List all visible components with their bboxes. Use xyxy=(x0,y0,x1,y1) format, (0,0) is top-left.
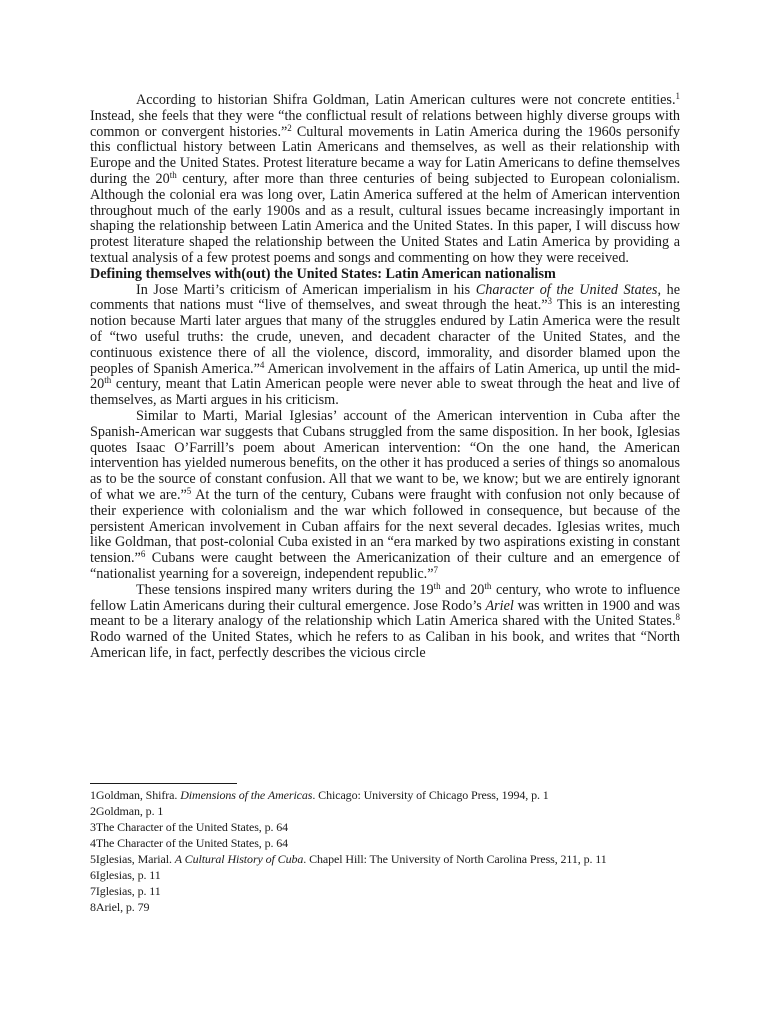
text-run: Goldman, p. 1 xyxy=(95,804,164,818)
footnote-number: 7 xyxy=(90,884,96,898)
text-run: In Jose Marti’s criticism of American imperialism in his xyxy=(136,281,476,298)
superscript: th xyxy=(433,580,441,591)
superscript: th xyxy=(484,580,492,591)
superscript: 3 xyxy=(547,296,553,307)
superscript: 7 xyxy=(433,564,439,575)
text-run: Instead, she feels that they were “the conflictual result of relations between highly diverse groups with common or convergent histories.” xyxy=(90,107,680,140)
text-run: This is an interesting notion because Marti later argues that many of the struggles endured by Latin America were the result of “two useful truths: the crude, uneven, and decadent character of the United States, and the continuous existence there of all the violence, discord, immorality, and disorder blamed upon the peoples of Spanish America.” xyxy=(90,297,680,377)
footnote xyxy=(90,899,710,915)
superscript: 1 xyxy=(675,91,680,101)
footnote-number: 4 xyxy=(90,836,96,850)
text-run: Iglesias, p. 11 xyxy=(95,868,161,882)
text-run: The Character of the United States, p. 64 xyxy=(95,820,289,834)
text-run: According to historian Shifra Goldman, Latin American cultures were not concrete entities. xyxy=(136,92,676,108)
footnote-number: 3 xyxy=(90,820,96,834)
body-paragraph xyxy=(90,93,680,267)
superscript: 6 xyxy=(140,549,146,560)
footnote-number: 5 xyxy=(90,852,96,866)
footnote xyxy=(90,787,710,803)
footnote xyxy=(90,883,710,899)
footnote xyxy=(90,851,710,867)
superscript: 8 xyxy=(675,612,680,623)
text-run: Rodo warned of the United States, which he refers to as Caliban in his book, and writes that “North American life, in fact, perfectly describes the vicious circle xyxy=(90,629,680,661)
italic-title: A Cultural History of Cuba xyxy=(174,852,304,866)
text-run: Similar to Marti, Marial Iglesias’ account of the American intervention in Cuba after the Spanish-American war suggests that Cubans struggled from the same disposition. In her book, Iglesias quotes Isaac O’Farrill’s poem about American intervention: “On the one hand, the American intervention has yielded numerous benefits, on the other it has produced a series of things so anomalous as to be the source of constant confusion. All that we want to be, we know; but we are entirely ignorant of what we are.” xyxy=(90,407,680,503)
text-run: . Chapel Hill: The University of North Carolina Press, 211, p. 11 xyxy=(303,852,607,866)
text-run: Iglesias, p. 11 xyxy=(95,884,161,898)
superscript: 4 xyxy=(259,359,265,370)
text-run: Goldman, Shifra. xyxy=(95,788,181,802)
footnote-number: 8 xyxy=(90,900,96,914)
text-run: Cubans were caught between the Americanization of their culture and an emergence of “nationalist yearning for a sovereign, independent republic.” xyxy=(90,550,680,582)
footnotes xyxy=(90,787,710,915)
footnote-separator xyxy=(90,783,237,784)
text-run: was written in 1900 and was meant to be a literary analogy of the relationship which Latin America shared with the United States. xyxy=(90,597,680,630)
text-run: century, meant that Latin American people were never able to sweat through the heat and live of themselves, as Marti argues in his criticism. xyxy=(90,376,680,409)
superscript: th xyxy=(169,169,177,180)
text-run: These tensions inspired many writers during the 19 xyxy=(136,581,434,598)
italic-title: Ariel xyxy=(485,597,514,614)
section-heading: Defining themselves with(out) the United States: Latin American nationalism xyxy=(90,265,556,282)
text-run: Ariel, p. 79 xyxy=(95,900,150,914)
text-run: At the turn of the century, Cubans were fraught with confusion not only because of their experience with colonialism and the war which followed in consequence, but because of the persistent American involvement in Cuban affairs for the next several decades. Iglesias writes, much like Goldman, that post-colonial Cuba existed in an “era marked by two aspirations existing in constant tension.” xyxy=(90,486,680,567)
superscript: th xyxy=(104,375,112,386)
footnote-number: 2 xyxy=(90,804,96,818)
superscript: 5 xyxy=(186,485,192,496)
body-text xyxy=(90,93,680,662)
text-run: Iglesias, Marial. xyxy=(95,852,175,866)
superscript: 2 xyxy=(287,122,292,133)
text-run: The Character of the United States, p. 64 xyxy=(95,836,289,850)
footnote xyxy=(90,867,710,883)
text-run: . Chicago: University of Chicago Press, 1994, p. 1 xyxy=(312,788,549,802)
text-run: American involvement in the affairs of Latin America, up until the mid-20 xyxy=(90,360,680,393)
text-run: century, after more than three centuries of being subjected to European colonialism. Although the colonial era was long over, Latin America suffered at the helm of American intervention throughout much of the early 1900s and as a result, cultural issues became increasingly important in shaping the relationship between Latin America and the United States. In this paper, I will discuss how protest literature shaped the relationship between the United States and Latin America by providing a textual analysis of a few protest poems and songs and commenting on how they were received. xyxy=(90,170,680,266)
footnote xyxy=(90,835,710,851)
footnote xyxy=(90,819,710,835)
text-run: Cultural movements in Latin America during the 1960s personify this conflictual history between Latin Americans and themselves, as well as their relationship with Europe and the United States. Protest literature became a way for Latin Americans to define themselves during the 20 xyxy=(90,123,680,187)
body-paragraph xyxy=(90,409,680,583)
text-run: , he comments that nations must “live of themselves, and sweat through the heat.” xyxy=(90,281,680,314)
footnote xyxy=(90,803,710,819)
footnote-number: 1 xyxy=(90,788,96,802)
text-run: and 20 xyxy=(440,581,485,598)
italic-title: Dimensions of the Americas xyxy=(180,788,313,802)
body-paragraph xyxy=(90,580,680,662)
text-run: century, who wrote to influence fellow Latin Americans during their cultural emergence. Jose Rodo’s xyxy=(90,581,680,614)
italic-title: Character of the United States xyxy=(475,281,658,298)
body-paragraph xyxy=(90,283,680,409)
footnote-number: 6 xyxy=(90,868,96,882)
